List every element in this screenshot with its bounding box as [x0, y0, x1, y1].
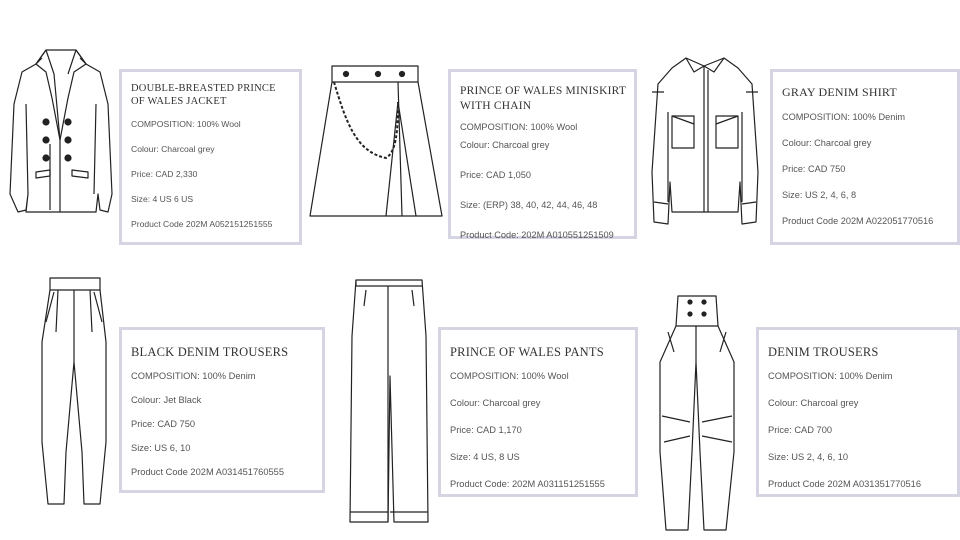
product-composition: COMPOSITION: 100% Denim [768, 371, 893, 381]
product-size: Size: 4 US 6 US [131, 194, 194, 204]
product-composition: COMPOSITION: 100% Wool [131, 119, 241, 129]
product-price: Price: CAD 750 [782, 164, 846, 174]
product-card [448, 69, 637, 239]
product-price: Price: CAD 2,330 [131, 169, 198, 179]
product-title: DENIM TROUSERS [768, 345, 879, 359]
miniskirt-sketch [306, 62, 446, 220]
product-card [119, 327, 325, 493]
shirt-sketch [646, 52, 764, 230]
product-code: Product Code 202M A031451760555 [131, 467, 285, 477]
product-composition: COMPOSITION: 100% Wool [450, 371, 569, 381]
product-size: Size: US 6, 10 [131, 443, 191, 453]
product-card [438, 327, 638, 497]
product-price: Price: CAD 1,170 [450, 425, 522, 435]
product-card [119, 69, 302, 245]
product-colour: Colour: Charcoal grey [460, 140, 550, 150]
jacket-sketch [6, 44, 114, 216]
product-code: Product Code 202M A052151251555 [131, 219, 273, 229]
product-size: Size: US 2, 4, 6, 10 [768, 452, 849, 462]
product-composition: COMPOSITION: 100% Wool [460, 122, 578, 132]
product-title: GRAY DENIM SHIRT [782, 85, 897, 99]
product-code: Product Code: 202M A010551251509 [460, 230, 614, 240]
product-price: Price: CAD 1,050 [460, 170, 531, 180]
product-code: Product Code 202M A022051770516 [782, 216, 934, 226]
product-size: Size: 4 US, 8 US [450, 452, 520, 462]
product-composition: COMPOSITION: 100% Denim [782, 112, 906, 122]
pants-sketch [344, 276, 434, 526]
product-title: DOUBLE-BREASTED PRINCE OF WALES JACKET [131, 83, 276, 107]
product-code: Product Code 202M A031351770516 [768, 479, 922, 489]
product-card [756, 327, 960, 497]
product-title: BLACK DENIM TROUSERS [131, 345, 289, 359]
denim-trousers-sketch [654, 292, 740, 534]
product-colour: Colour: Charcoal grey [782, 138, 872, 148]
product-price: Price: CAD 700 [768, 425, 833, 435]
product-colour: Colour: Charcoal grey [768, 398, 859, 408]
product-code: Product Code: 202M A031151251555 [450, 479, 605, 489]
product-title: PRINCE OF WALES PANTS [450, 345, 604, 359]
product-colour: Colour: Charcoal grey [131, 144, 215, 154]
product-colour: Colour: Jet Black [131, 395, 202, 405]
trousers-sketch [34, 272, 114, 510]
product-size: Size: (ERP) 38, 40, 42, 44, 46, 48 [460, 200, 598, 210]
product-colour: Colour: Charcoal grey [450, 398, 541, 408]
product-card [770, 69, 960, 245]
product-composition: COMPOSITION: 100% Denim [131, 371, 256, 381]
product-title: PRINCE OF WALES MINISKIRT WITH CHAIN [460, 85, 626, 112]
product-price: Price: CAD 750 [131, 419, 196, 429]
product-size: Size: US 2, 4, 6, 8 [782, 190, 857, 200]
